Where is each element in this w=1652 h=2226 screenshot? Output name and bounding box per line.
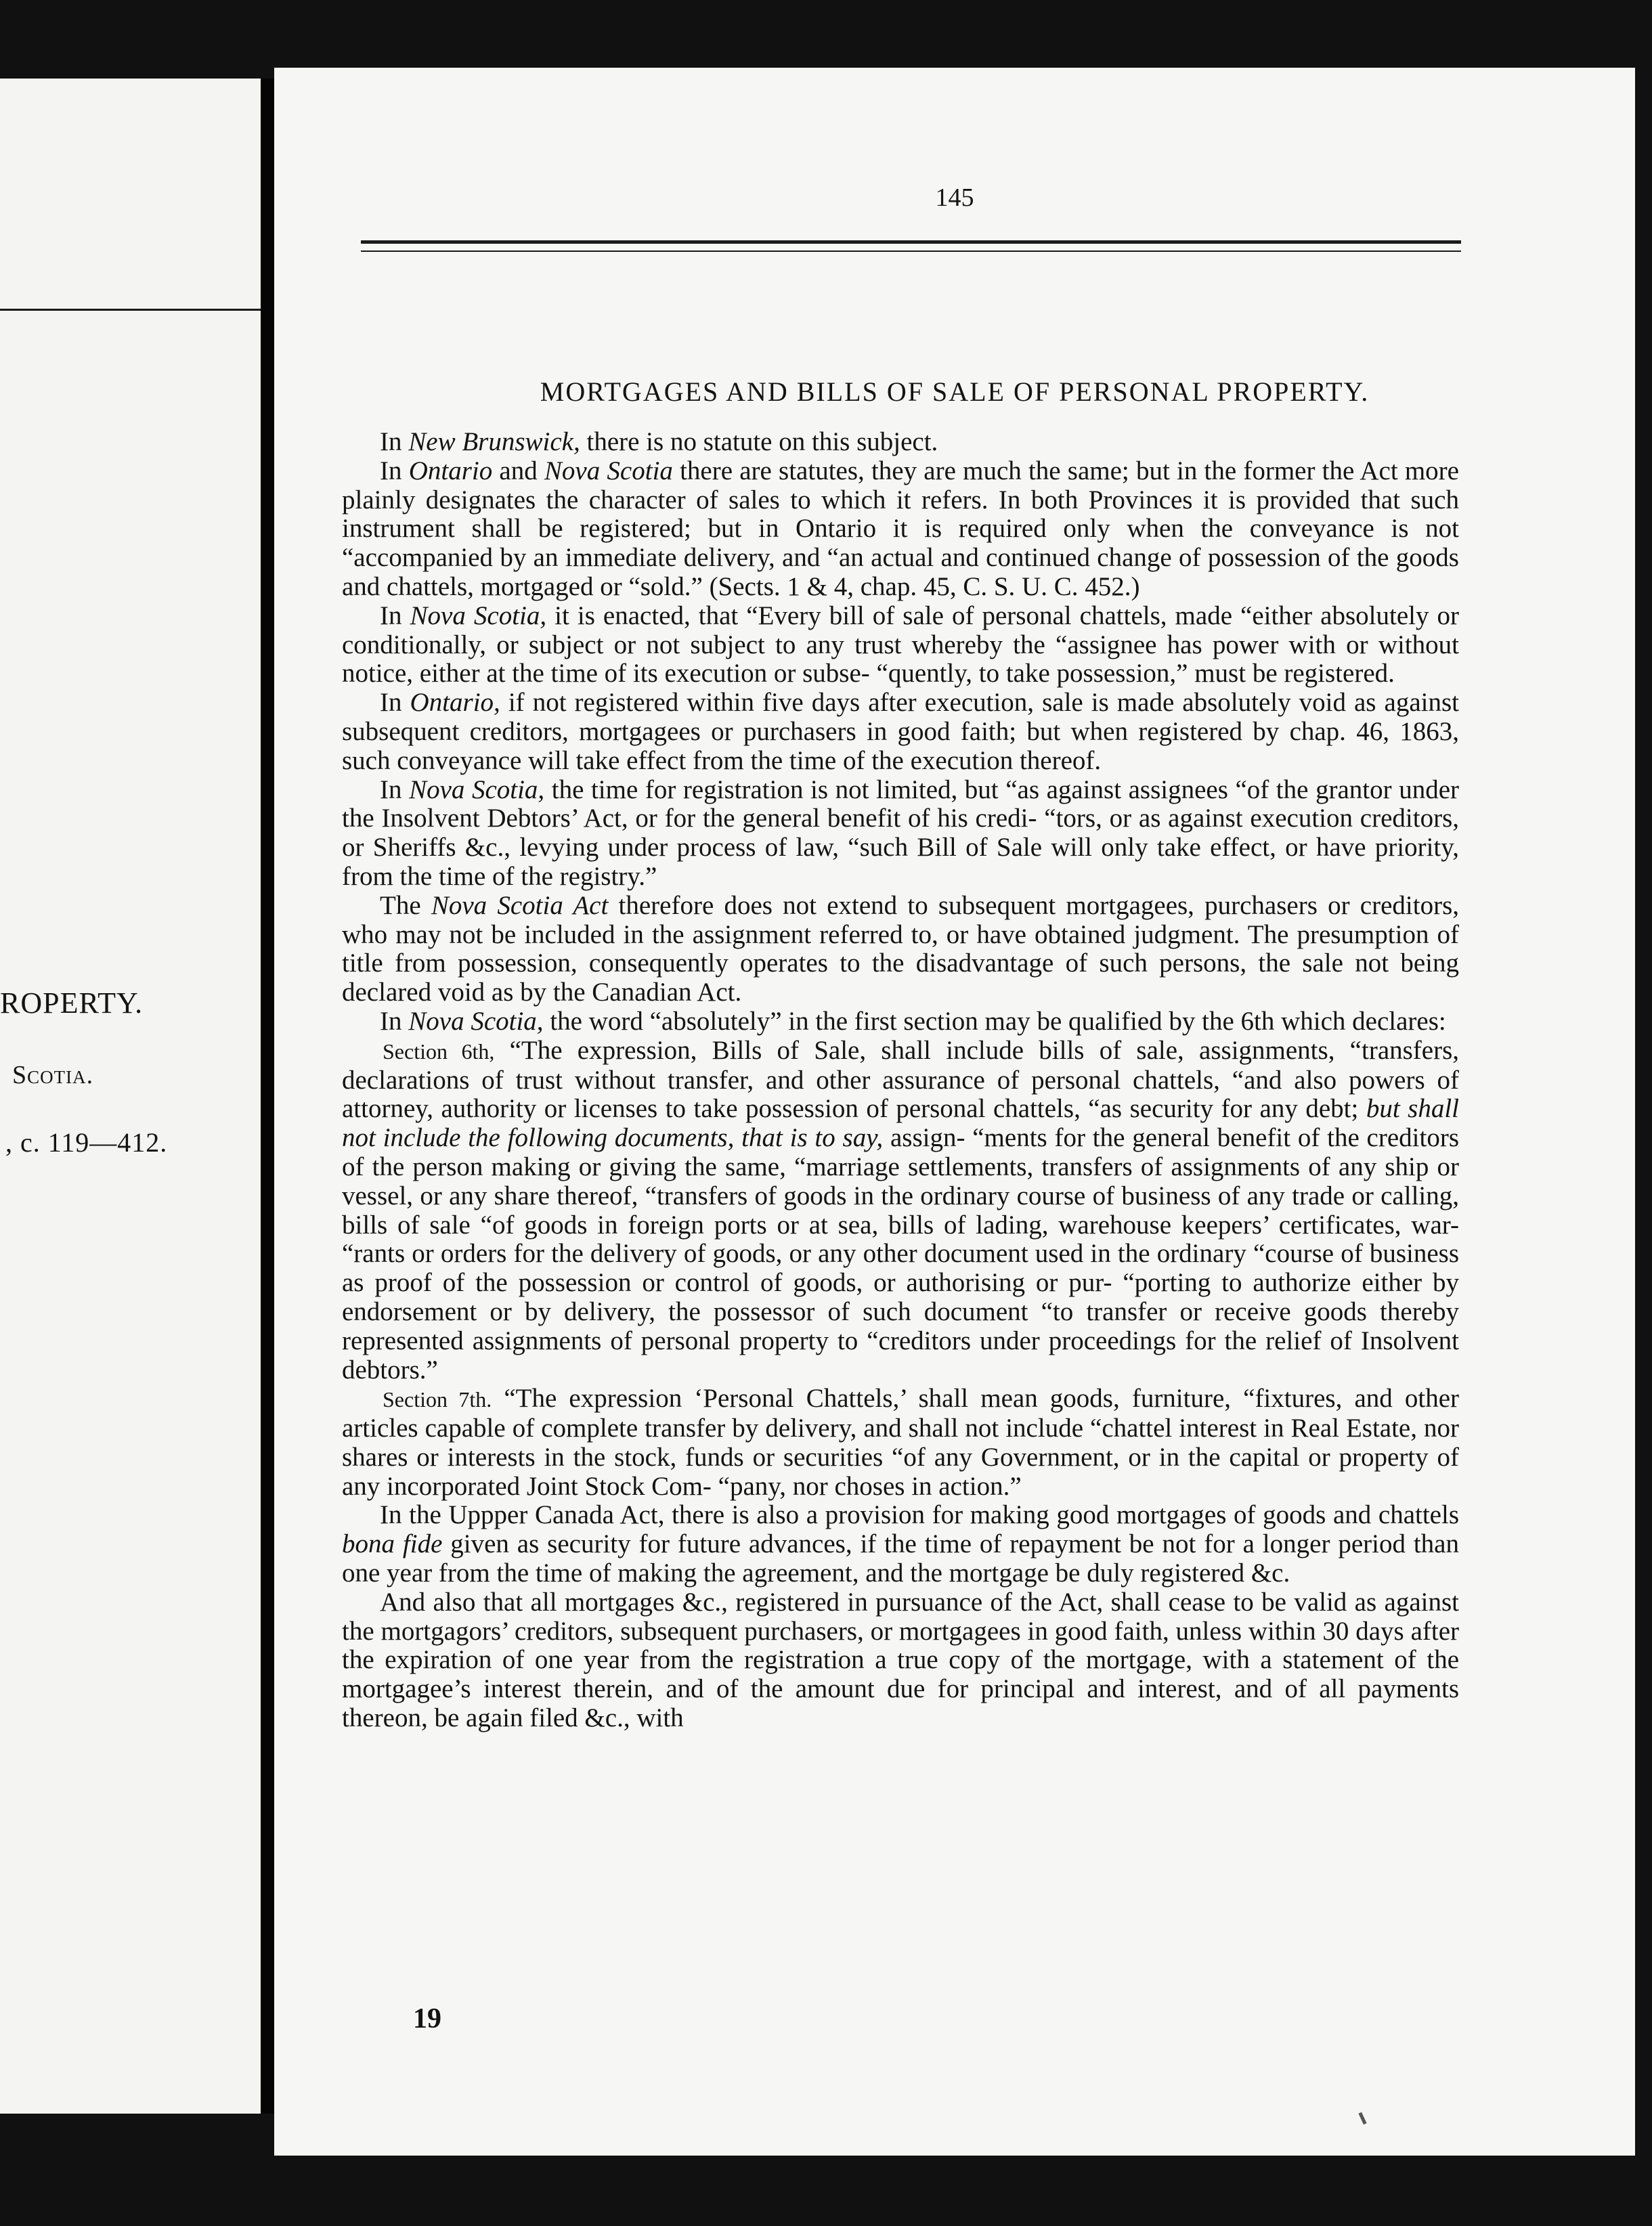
- text-run: “The expression ‘Personal Chattels,’ shall mean goods, furniture, “fixtures, and other articles capable of complete transfer by delivery, and shall not include “chattel interest in Real Estate, nor shares or interests in the stock, funds or securities “of any Government, or in the capital or property of any incorporated Joint Stock Com- “pany, nor choses in action.”: [342, 1384, 1459, 1501]
- italic-text: Nova Scotia,: [408, 1006, 544, 1036]
- text-run: In: [380, 427, 409, 456]
- left-page-fragment-heading: ROPERTY.: [0, 986, 144, 1020]
- paragraph: [342, 776, 1459, 892]
- text-run: therefore does not extend to subsequent mortgagees, purchasers or creditors, who may not be included in the assignment referred to, or have obtained judgment. The presumption of title from possession, consequently operates to the disadvantage of such persons, the sale not being declared void as by the Canadian Act.: [342, 890, 1459, 1007]
- text-run: “The expression, Bills of Sale, shall include bills of sale, assignments, “transfers, declarations of trust without transfer, and other assurance of personal chattels, “and also powers of attorney, authority or licenses to take possession of personal chattels, “as security for any debt;: [342, 1035, 1460, 1124]
- paragraph: [342, 1007, 1459, 1036]
- section-label: Section 6th,: [383, 1039, 495, 1064]
- paragraph: [342, 428, 1459, 457]
- text-run: In: [380, 601, 410, 630]
- body-text: [342, 428, 1459, 1733]
- text-run: In: [380, 774, 410, 804]
- book-gutter: [261, 79, 274, 2114]
- italic-text: Ontario: [408, 456, 493, 485]
- page-number: 145: [935, 183, 974, 212]
- left-page-rule: [0, 309, 261, 311]
- right-page: [274, 68, 1635, 2156]
- paragraph: [342, 689, 1459, 775]
- header-rule-thick: [361, 240, 1461, 244]
- page-title: MORTGAGES AND BILLS OF SALE OF PERSONAL PROPERTY.: [540, 376, 1370, 407]
- text-run: it is enacted, that “Every bill of sale of personal chattels, made “either absolutely or conditionally, or subject or not subject to any trust whereby the “assignee has power with or without notice, either at the time of its execution or subse- “quently, to take possession,” must be registered.: [342, 601, 1459, 689]
- text-run: the word “absolutely” in the first section may be qualified by the 6th which declares:: [543, 1006, 1446, 1036]
- italic-text: Nova Scotia,: [409, 774, 545, 804]
- text-run: there is no statute on this subject.: [580, 427, 938, 456]
- section-paragraph: [342, 1384, 1459, 1501]
- italic-text: Ontario,: [410, 688, 500, 718]
- left-page-fragment-scotia: Scotia.: [12, 1061, 94, 1089]
- left-page-fragment-citation: , c. 119—412.: [5, 1127, 168, 1158]
- header-rule-thin: [361, 250, 1461, 252]
- text-run: the time for registration is not limited, but “as against assignees “of the grantor under the Insolvent Debtors’ Act, or for the general benefit of his credi- “tors, or as against execution creditors, or Sheriffs &c., levying under process of law, “such Bill of Sale will only take effect, or have priority, from the time of the registry.”: [342, 774, 1459, 891]
- signature-mark: 19: [413, 2003, 441, 2034]
- paragraph: [342, 892, 1459, 1007]
- text-run: assign- “ments for the general benefit of the creditors of the person making or giving the same, “marriage settlements, transfers of assignments of any ship or vessel, or any share thereof, “transfers of goods in the ordinary course of business of any trade or calling, bills of sale “of goods in foreign ports or at sea, bills of lading, warehouse keepers’ certificates, war- “rants or orders for the delivery of goods, or any other document used in the ordinary “course of business as proof of the possession or control of goods, or authorising or pur- “porting to authorize either by endorsement or by delivery, the possessor of such document “to transfer or receive goods thereby represented assignments of personal property to “creditors under proceedings for the relief of Insolvent debtors.”: [342, 1123, 1460, 1384]
- text-run: In: [380, 1006, 409, 1036]
- italic-text: Nova Scotia Act: [431, 890, 609, 920]
- paragraph: [342, 602, 1459, 689]
- text-run: The: [380, 890, 431, 920]
- section-label: Section 7th.: [383, 1387, 492, 1412]
- section-paragraph: [342, 1036, 1459, 1385]
- italic-text: but shall not include the following documents, that is to say,: [342, 1094, 1459, 1153]
- text-run: there are statutes, they are much the same; but in the former the Act more plainly designates the character of sales to which it refers. In both Provinces it is provided that such instrument shall be registered; but in Ontario it is required only when the conveyance is not “accompanied by an immediate delivery, and “an actual and continued change of possession of the goods and chattels, mortgaged or “sold.” (Sects. 1 & 4, chap. 45, C. S. U. C. 452.): [342, 456, 1459, 601]
- text-run: if not registered within five days after execution, sale is made absolutely void as against subsequent creditors, mortgagees or purchasers in good faith; but when registered by chap. 46, 1863, such conveyance will take effect from the time of the execution thereof.: [342, 688, 1459, 775]
- paragraph: [342, 1588, 1459, 1733]
- page-speck: [1358, 2112, 1366, 2124]
- text-run: And also that all mortgages &c., registered in pursuance of the Act, shall cease to be valid as against the mortgagors’ creditors, subsequent purchasers, or mortgagees in good faith, unless within 30 days after the expiration of one year from the registration a true copy of the mortgage, with a statement of the mortgagee’s interest therein, and of the amount due for principal and interest, and of all payments thereon, be again filed &c., with: [342, 1587, 1459, 1733]
- italic-text: bona fide: [342, 1529, 443, 1559]
- italic-text: New Brunswick,: [408, 427, 580, 456]
- text-run: and: [492, 456, 544, 485]
- text-run: In: [380, 456, 409, 485]
- left-page: [0, 79, 261, 2114]
- text-run: given as security for future advances, if the time of repayment be not for a longer period than one year from the time of making the agreement, and the mortgage be duly registered &c.: [342, 1529, 1459, 1588]
- italic-text: Nova Scotia,: [410, 601, 547, 630]
- text-run: In: [380, 688, 410, 718]
- paragraph: [342, 1501, 1459, 1588]
- text-run: In the Uppper Canada Act, there is also a provision for making good mortgages of goods and chattels: [380, 1500, 1459, 1530]
- paragraph: [342, 457, 1459, 602]
- italic-text: Nova Scotia: [544, 456, 673, 485]
